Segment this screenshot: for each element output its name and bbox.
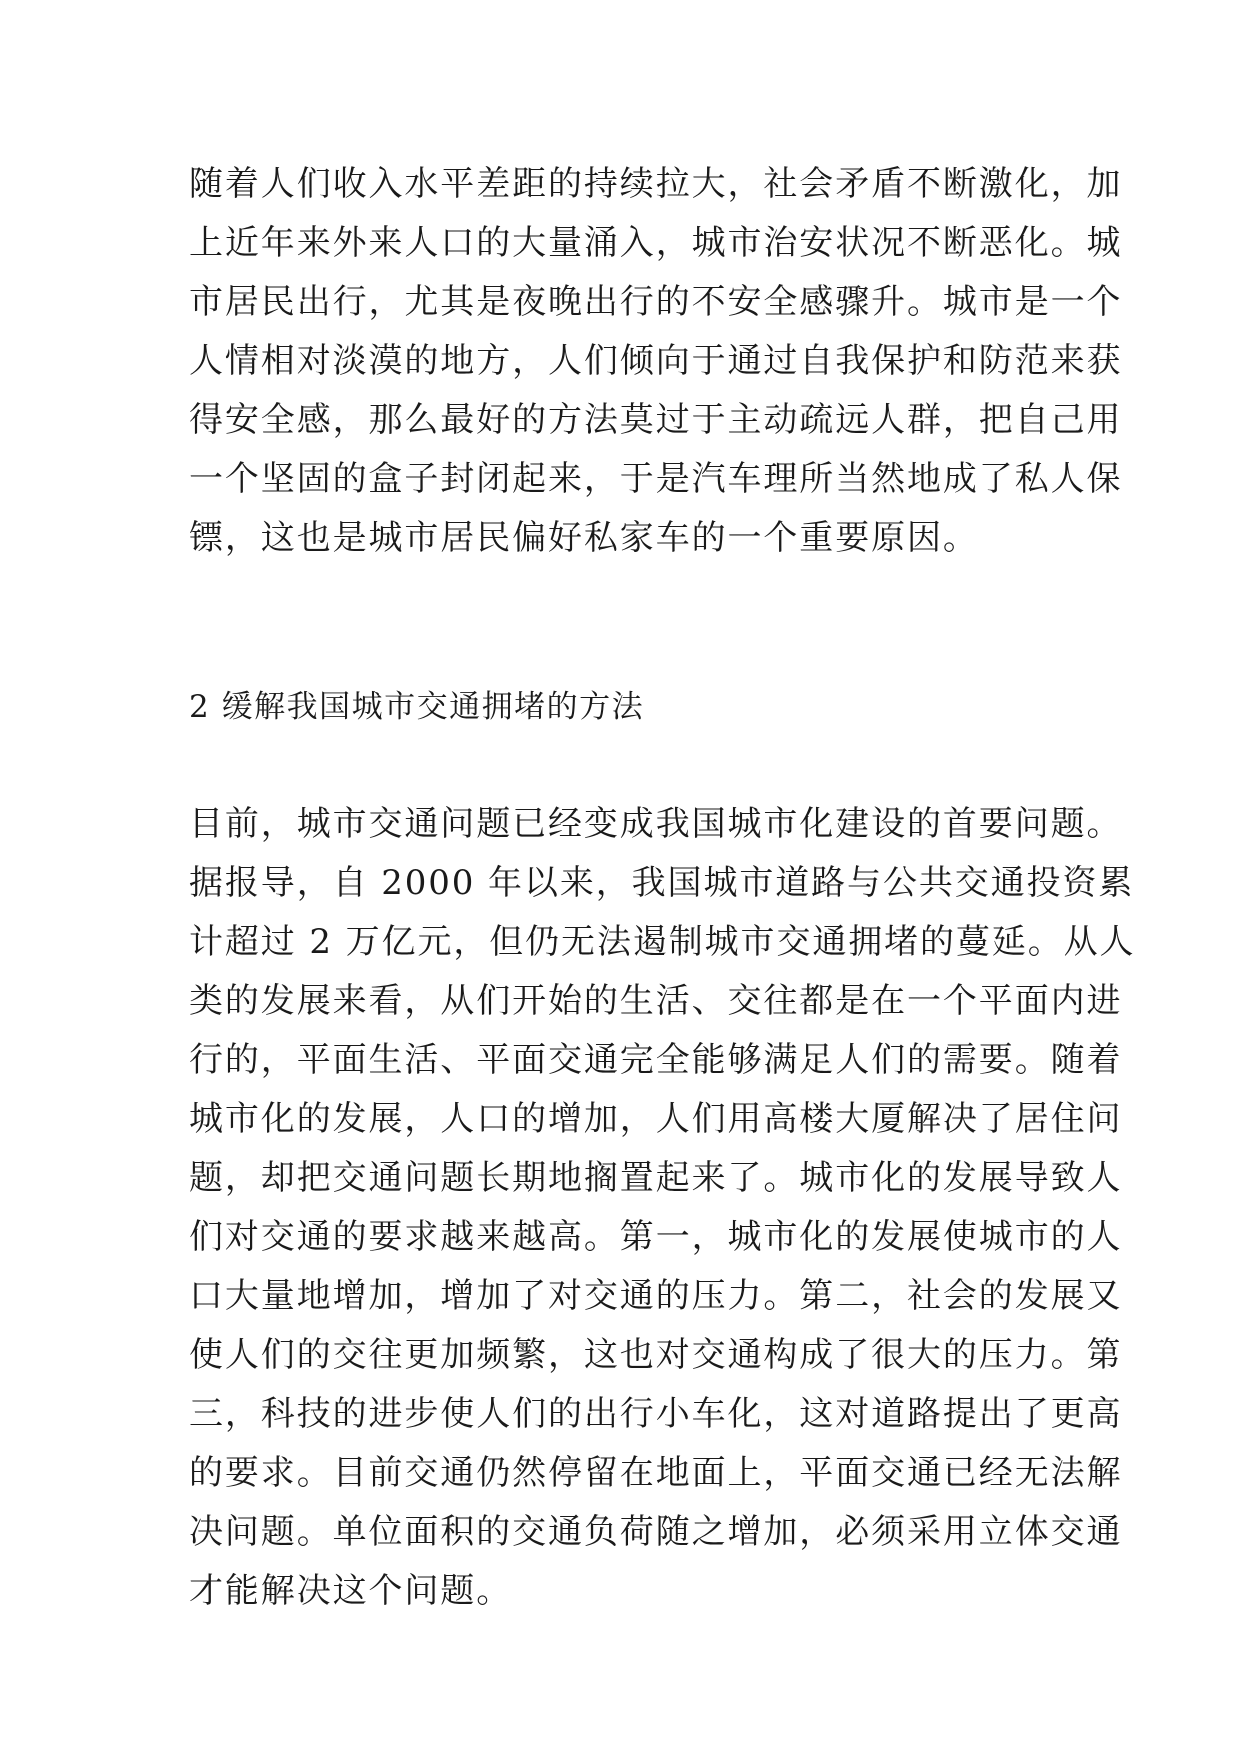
paragraph-1-line: 市居民出行，尤其是夜晚出行的不安全感骤升。城市是一个 xyxy=(189,282,1123,322)
paragraph-1-line: 随着人们收入水平差距的持续拉大，社会矛盾不断激化，加 xyxy=(189,164,1123,204)
paragraph-1-line: 人情相对淡漠的地方，人们倾向于通过自我保护和防范来获 xyxy=(189,341,1123,381)
paragraph-2-line: 口大量地增加，增加了对交通的压力。第二，社会的发展又 xyxy=(189,1276,1123,1316)
section-heading: 2 缓解我国城市交通拥堵的方法 xyxy=(189,689,645,725)
paragraph-2-line: 的要求。目前交通仍然停留在地面上，平面交通已经无法解 xyxy=(189,1453,1123,1493)
paragraph-2-line: 题，却把交通问题长期地搁置起来了。城市化的发展导致人 xyxy=(189,1158,1123,1198)
paragraph-2-line: 三，科技的进步使人们的出行小车化，这对道路提出了更高 xyxy=(189,1394,1123,1434)
paragraph-1-line: 镖，这也是城市居民偏好私家车的一个重要原因。 xyxy=(189,518,979,558)
paragraph-2-line: 计超过 2 万亿元，但仍无法遏制城市交通拥堵的蔓延。从人 xyxy=(189,922,1136,962)
paragraph-2-line: 行的，平面生活、平面交通完全能够满足人们的需要。随着 xyxy=(189,1040,1123,1080)
paragraph-2-line: 决问题。单位面积的交通负荷随之增加，必须采用立体交通 xyxy=(189,1512,1123,1552)
paragraph-1-line: 得安全感，那么最好的方法莫过于主动疏远人群，把自己用 xyxy=(189,400,1123,440)
paragraph-1-line: 上近年来外来人口的大量涌入，城市治安状况不断恶化。城 xyxy=(189,223,1123,263)
paragraph-2-line: 据报导，自 2000 年以来，我国城市道路与公共交通投资累 xyxy=(189,863,1135,903)
paragraph-1-line: 一个坚固的盒子封闭起来，于是汽车理所当然地成了私人保 xyxy=(189,459,1123,499)
paragraph-2-line: 目前，城市交通问题已经变成我国城市化建设的首要问题。 xyxy=(189,804,1123,844)
paragraph-2-line: 才能解决这个问题。 xyxy=(189,1571,513,1611)
paragraph-2-line: 城市化的发展，人口的增加，人们用高楼大厦解决了居住问 xyxy=(189,1099,1123,1139)
paragraph-2-line: 类的发展来看，从们开始的生活、交往都是在一个平面内进 xyxy=(189,981,1123,1021)
paragraph-2-line: 使人们的交往更加频繁，这也对交通构成了很大的压力。第 xyxy=(189,1335,1123,1375)
paragraph-2-line: 们对交通的要求越来越高。第一，城市化的发展使城市的人 xyxy=(189,1217,1123,1257)
